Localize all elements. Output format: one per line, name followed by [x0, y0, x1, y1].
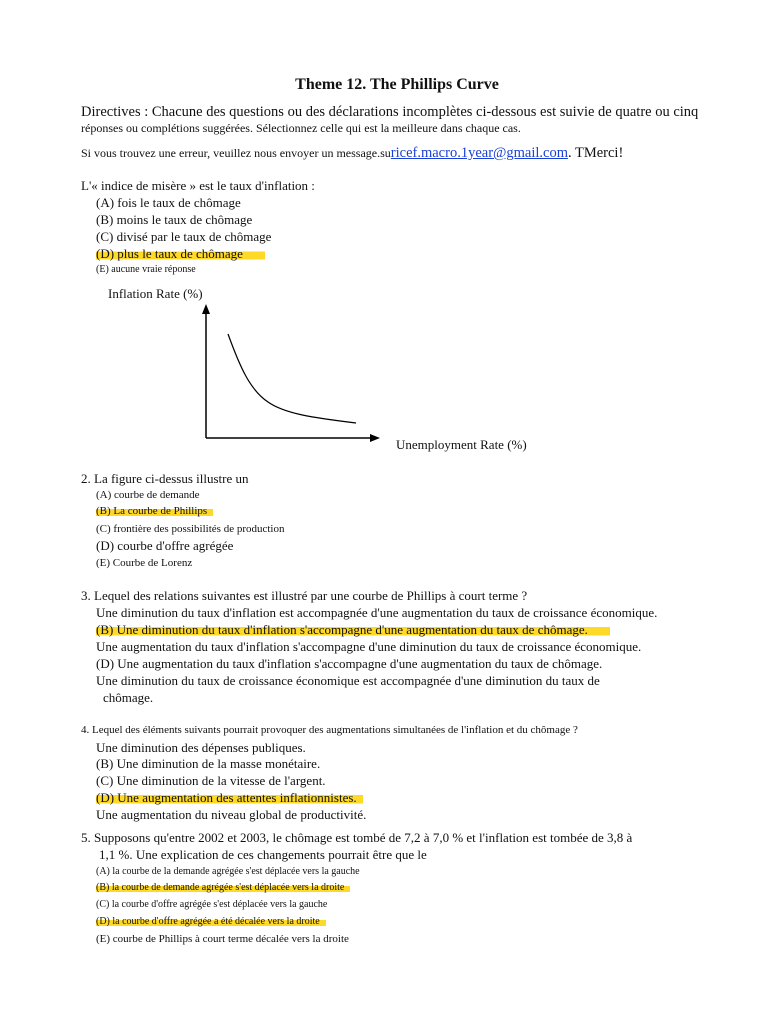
- directives-line-1: Directives : Chacune des questions ou des déclarations incomplètes ci-dessous est suivie de quatre ou cinq: [81, 104, 699, 120]
- q2-option-e: (E) Courbe de Lorenz: [96, 557, 193, 569]
- phillips-curve-line: [228, 334, 356, 423]
- q5-option-b: [96, 880, 350, 896]
- q2-question: 2. La figure ci-dessus illustre un: [81, 471, 249, 486]
- q2-option-b: [96, 503, 213, 519]
- q4-question: 4. Lequel des éléments suivants pourrait provoquer des augmentations simultanées de l'inflation et du chômage ?: [81, 724, 578, 736]
- q1-option-c: (C) divisé par le taux de chômage: [96, 229, 272, 244]
- q5-answer-b-highlight: (B) la courbe de demande agrégée s'est déplacée vers la droite: [96, 882, 350, 893]
- q3-question: 3. Lequel des relations suivantes est illustré par une courbe de Phillips à court terme ?: [81, 588, 528, 603]
- q4-option-b: (B) Une diminution de la masse monétaire.: [96, 756, 321, 771]
- q4-option-d: [96, 790, 363, 806]
- q2-option-a: (A) courbe de demande: [96, 489, 200, 501]
- error-note-suffix: . TMerci!: [567, 145, 624, 161]
- q5-option-e: (E) courbe de Phillips à court terme décalée vers la droite: [96, 933, 349, 945]
- q4-option-a: Une diminution des dépenses publiques.: [96, 740, 306, 755]
- q5-question-line-1: 5. Supposons qu'entre 2002 et 2003, le chômage est tombé de 7,2 à 7,0 % et l'inflation est tombée de 3,8 à: [81, 830, 633, 845]
- graph-canvas: [100, 282, 560, 457]
- graph-xlabel: Unemployment Rate (%): [396, 437, 527, 452]
- phillips-graph: [100, 282, 560, 457]
- q5-option-d: [96, 914, 326, 930]
- email-link[interactable]: ricef.macro.1year@gmail.com: [390, 145, 568, 161]
- q3-option-e: Une diminution du taux de croissance économique est accompagnée d'une diminution du taux de: [96, 673, 600, 688]
- q3-option-a: Une diminution du taux d'inflation est accompagnée d'une augmentation du taux de croissance économique.: [96, 605, 658, 620]
- q4-answer-highlight: (D) Une augmentation des attentes inflationnistes.: [96, 790, 363, 805]
- q2-option-d: (D) courbe d'offre agrégée: [96, 538, 234, 553]
- q5-answer-d-highlight: (D) la courbe d'offre agrégée a été décalée vers la droite: [96, 916, 326, 927]
- q1-option-d: [96, 246, 265, 262]
- q1-answer-highlight: (D) plus le taux de chômage: [96, 246, 265, 261]
- q3-answer-highlight: (B) Une diminution du taux d'inflation s'accompagne d'une augmentation du taux de chômage.: [96, 622, 610, 637]
- q1-option-b: (B) moins le taux de chômage: [96, 212, 253, 227]
- page-title: Theme 12. The Phillips Curve: [295, 76, 499, 93]
- error-note-prefix: Si vous trouvez une erreur, veuillez nous envoyer un message.su: [81, 146, 391, 160]
- q3-option-c: Une augmentation du taux d'inflation s'accompagne d'une diminution du taux de croissance économique.: [96, 639, 642, 654]
- q1-option-e: (E) aucune vraie réponse: [96, 264, 196, 275]
- q4-option-c: (C) Une diminution de la vitesse de l'argent.: [96, 773, 326, 788]
- y-axis-arrow: [202, 304, 210, 314]
- error-note: [81, 145, 623, 161]
- q2-option-c: (C) frontière des possibilités de production: [96, 523, 285, 535]
- q5-question-line-2: 1,1 %. Une explication de ces changements pourrait être que le: [99, 847, 427, 862]
- q1-option-a: (A) fois le taux de chômage: [96, 195, 241, 210]
- q5-option-c: (C) la courbe d'offre agrégée s'est déplacée vers la gauche: [96, 899, 328, 910]
- q3-option-d: (D) Une augmentation du taux d'inflation s'accompagne d'une augmentation du taux de chômage.: [96, 656, 603, 671]
- q2-answer-highlight: (B) La courbe de Phillips: [96, 505, 213, 517]
- q3-option-e-continuation: chômage.: [103, 690, 154, 705]
- q3-option-b: [96, 622, 610, 638]
- q4-option-e: Une augmentation du niveau global de productivité.: [96, 807, 367, 822]
- q1-question: L'« indice de misère » est le taux d'inflation :: [81, 178, 315, 193]
- x-axis-arrow: [370, 434, 380, 442]
- graph-ylabel: Inflation Rate (%): [108, 286, 203, 301]
- q5-option-a: (A) la courbe de la demande agrégée s'est déplacée vers la gauche: [96, 866, 360, 877]
- directives-line-2: réponses ou complétions suggérées. Sélectionnez celle qui est la meilleure dans chaque cas.: [81, 121, 521, 135]
